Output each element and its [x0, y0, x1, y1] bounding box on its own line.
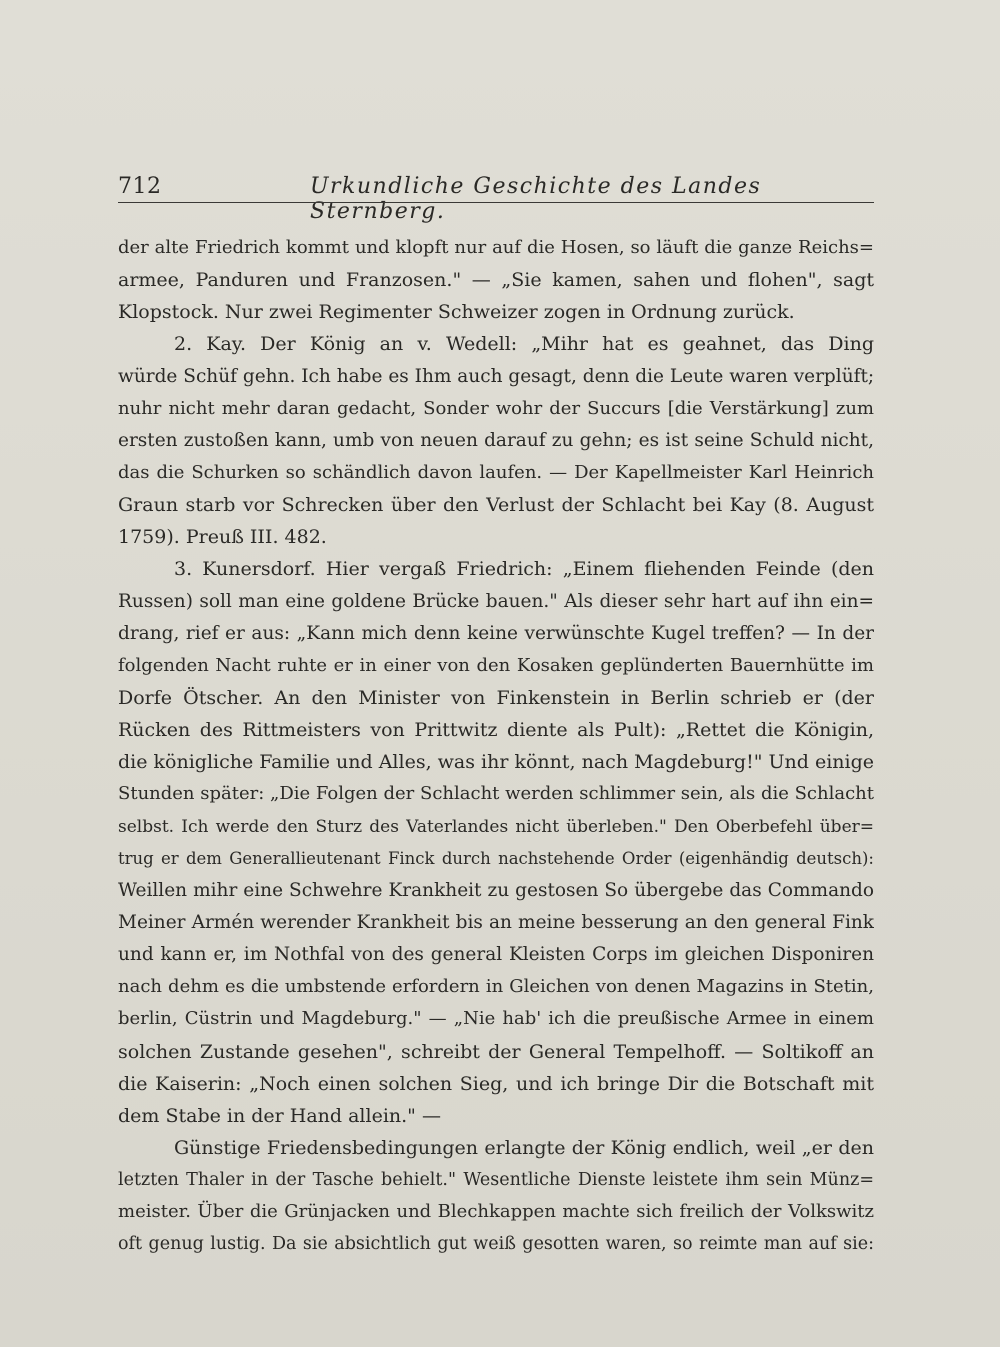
text-line: die königliche Familie und Alles, was ihr könnt, nach Magdeburg!" Und einige: [118, 751, 874, 774]
text-line: Weillen mihr eine Schwehre Krankheit zu gestosen So übergebe das Commando: [118, 879, 874, 901]
running-title: Urkundliche Geschichte des Landes Sternberg.: [310, 174, 762, 224]
text-line: die Kaiserin: „Noch einen solchen Sieg, und ich bringe Dir die Botschaft mit: [118, 1072, 874, 1095]
text-line: trug er dem Generallieutenant Finck durch nachstehende Order (eigenhändig deutsch):: [118, 848, 874, 868]
text-line: das die Schurken so schändlich davon laufen. — Der Kapellmeister Karl Heinrich: [118, 461, 874, 483]
text-line: solchen Zustande gesehen", schreibt der General Tempelhoff. — Soltikoff an: [118, 1040, 874, 1063]
page-header: [118, 172, 873, 224]
text-line: Rücken des Rittmeisters von Prittwitz diente als Pult): „Rettet die Königin,: [118, 719, 874, 742]
text-line: nuhr nicht mehr daran gedacht, Sonder wohr der Succurs [die Verstärkung] zum: [118, 397, 874, 419]
text-line: würde Schüf gehn. Ich habe es Ihm auch gesagt, denn die Leute waren verplüft;: [118, 365, 874, 387]
text-line: berlin, Cüstrin und Magdeburg." — „Nie hab' ich die preußische Armee in einem: [118, 1008, 874, 1030]
header-rule: [118, 202, 874, 203]
text-line: selbst. Ich werde den Sturz des Vaterlandes nicht überleben." Den Oberbefehl über=: [118, 816, 874, 837]
text-line: 1759). Preuß III. 482.: [118, 526, 327, 549]
text-line: nach dehm es die umbstende erfordern in Gleichen von denen Magazins in Stetin,: [118, 976, 874, 998]
text-line: letzten Thaler in der Tasche behielt." Wesentliche Dienste leistete ihm sein Münz=: [118, 1170, 874, 1191]
text-line: Dorfe Ötscher. An den Minister von Finkenstein in Berlin schrieb er (der: [118, 686, 874, 709]
text-line: Russen) soll man eine goldene Brücke bauen." Als dieser sehr hart auf ihn ein=: [118, 590, 874, 612]
text-line: Klopstock. Nur zwei Regimenter Schweizer zogen in Ordnung zurück.: [118, 301, 795, 324]
text-line: und kann er, im Nothfal von des general Kleisten Corps im gleichen Disponiren: [118, 944, 874, 966]
text-line: oft genug lustig. Da sie absichtlich gut weiß gesotten waren, so reimte man auf sie:: [118, 1234, 874, 1255]
page-number: 712: [118, 174, 162, 199]
text-line: Graun starb vor Schrecken über den Verlust der Schlacht bei Kay (8. August: [118, 494, 874, 517]
text-line: Meiner Armén werender Krankheit bis an meine besserung an den general Fink: [118, 911, 874, 933]
text-line: drang, rief er aus: „Kann mich denn keine verwünschte Kugel treffen? — In der: [118, 622, 874, 644]
text-line: der alte Friedrich kommt und klopft nur auf die Hosen, so läuft die ganze Reichs=: [118, 237, 874, 258]
text-line: Günstige Friedensbedingungen erlangte der König endlich, weil „er den: [174, 1136, 874, 1159]
text-line: ersten zustoßen kann, umb von neuen darauf zu gehn; es ist seine Schuld nicht,: [118, 429, 874, 451]
text-line: 3. Kunersdorf. Hier vergaß Friedrich: „Einem fliehenden Feinde (den: [174, 558, 874, 581]
text-line: 2. Kay. Der König an v. Wedell: „Mihr hat es geahnet, das Ding: [174, 333, 874, 356]
body-text: [118, 232, 874, 1261]
text-line: meister. Über die Grünjacken und Blechkappen machte sich freilich der Volkswitz: [118, 1201, 874, 1223]
text-line: armee, Panduren und Franzosen." — „Sie kamen, sahen und flohen", sagt: [118, 269, 874, 292]
text-line: Stunden später: „Die Folgen der Schlacht werden schlimmer sein, als die Schlacht: [118, 783, 874, 805]
text-line: folgenden Nacht ruhte er in einer von den Kosaken geplünderten Bauernhütte im: [118, 654, 874, 676]
text-line: dem Stabe in der Hand allein." —: [118, 1104, 441, 1127]
